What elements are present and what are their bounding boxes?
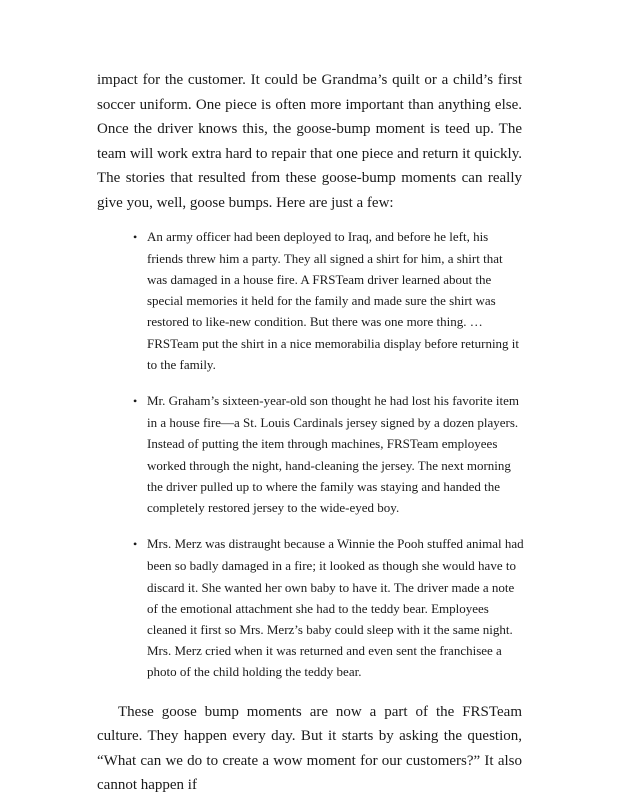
story-bullet-list <box>97 226 522 683</box>
bullet-item-graham-jersey <box>133 390 524 518</box>
bullet-text: An army officer had been deployed to Iraq, and before he left, his friends threw him a party. They all signed a shirt for him, a shirt that was damaged in a house fire. A FRSTeam driver learned about the special memories it held for the family and made sure the shirt was restored to like-new condition. But there was one more thing. … FRSTeam put the shirt in a nice memorabilia display before returning it to the family. <box>147 228 520 372</box>
bullet-icon: • <box>133 229 138 244</box>
bullet-item-army-officer <box>133 226 524 375</box>
bullet-text: Mrs. Merz was distraught because a Winnie the Pooh stuffed animal had been so badly damaged in a fire; it looked as though she would have to discard it. She wanted her own baby to have it. The driver made a note of the emotional attachment she had to the teddy bear. Employees cleaned it first so Mrs. Merz’s baby could sleep with it the same night. Mrs. Merz cried when it was returned and even sent the franchisee a photo of the child holding the teddy bear. <box>147 536 524 680</box>
closing-paragraph: These goose bump moments are now a part of the FRSTeam culture. They happen every day. But it starts by asking the question, “What can we do to create a wow moment for our customers?” It also cannot happen if <box>97 703 522 794</box>
bullet-icon: • <box>133 537 138 552</box>
intro-paragraph: impact for the customer. It could be Grandma’s quilt or a child’s first soccer uniform. One piece is often more important than anything else. Once the driver knows this, the goose-bump moment is teed up. The team will work extra hard to repair that one piece and return it quickly. The stories that resulted from these goose-bump moments can really give you, well, goose bumps. Here are just a few: <box>97 72 522 211</box>
bullet-text: Mr. Graham’s sixteen-year-old son thought he had lost his favorite item in a house fire—a St. Louis Cardinals jersey signed by a dozen players. Instead of putting the item through machines, FRSTeam employees worked through the night, hand-cleaning the jersey. The next morning the driver pulled up to where the family was staying and handed the completely restored jersey to the wide-eyed boy. <box>147 392 519 515</box>
bullet-item-merz-teddy-bear <box>133 533 524 682</box>
document-page <box>97 68 522 798</box>
bullet-icon: • <box>133 393 138 408</box>
